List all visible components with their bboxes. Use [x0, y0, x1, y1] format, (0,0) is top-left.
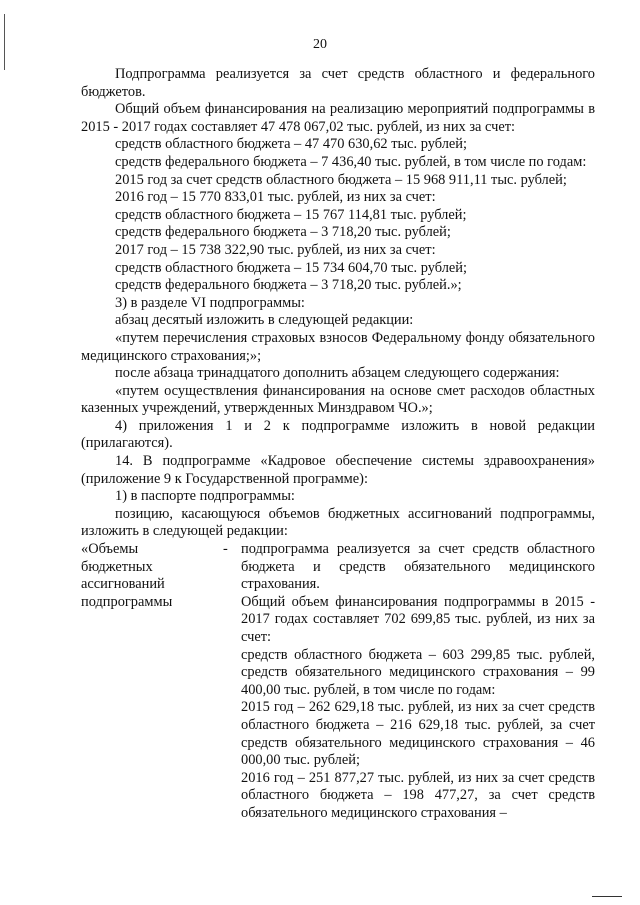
paragraph: после абзаца тринадцатого дополнить абзацем следующего содержания: [115, 365, 560, 382]
paragraph: абзац десятый изложить в следующей редакции: [115, 312, 414, 329]
value-paragraph: 2016 год – 251 877,27 тыс. рублей, из них за счет средств областного бюджета – 198 477,27, за счет средств обязательного медицинского страхования – [241, 769, 595, 821]
document-body [81, 66, 595, 823]
paragraph: средств областного бюджета – 15 734 604,70 тыс. рублей; [115, 259, 467, 276]
paragraph: 3) в разделе VI подпрограммы: [115, 294, 305, 311]
paragraph: 2015 год за счет средств областного бюджета – 15 968 911,11 тыс. рублей; [115, 171, 567, 188]
label-line: «Объемы [81, 541, 139, 558]
passport-table-value [241, 541, 595, 823]
paragraph: Подпрограмма реализуется за счет средств областного и федерального бюджетов. [81, 66, 595, 100]
paragraph: средств федерального бюджета – 7 436,40 тыс. рублей, в том числе по годам: [115, 153, 587, 170]
paragraph: 4) приложения 1 и 2 к подпрограмме изложить в новой редакции (прилагаются). [81, 417, 595, 452]
passport-table-label [81, 541, 223, 823]
paragraph: средств федерального бюджета – 3 718,20 тыс. рублей; [115, 224, 451, 241]
page-number: 20 [313, 37, 327, 52]
bottom-mark [592, 896, 622, 897]
paragraph: 1) в паспорте подпрограммы: [115, 488, 295, 505]
paragraph: средств областного бюджета – 15 767 114,81 тыс. рублей; [115, 206, 467, 223]
value-paragraph: подпрограмма реализуется за счет средств областного бюджета и средств обязательного медицинского страхования. [241, 541, 595, 593]
paragraph: 2017 год – 15 738 322,90 тыс. рублей, из них за счет: [115, 241, 436, 258]
label-line: бюджетных [81, 558, 153, 575]
label-line: ассигнований [81, 576, 165, 593]
paragraph: 2016 год – 15 770 833,01 тыс. рублей, из них за счет: [115, 189, 436, 206]
paragraph: средств областного бюджета – 47 470 630,62 тыс. рублей; [115, 136, 467, 153]
paragraph: средств федерального бюджета – 3 718,20 тыс. рублей.»; [115, 277, 462, 294]
paragraph: 14. В подпрограмме «Кадровое обеспечение системы здравоохранения» (приложение 9 к Государственной программе): [81, 453, 595, 487]
paragraph: Общий объем финансирования на реализацию мероприятий подпрограммы в 2015 - 2017 годах составляет 47 478 067,02 тыс. рублей, из них за счет: [81, 101, 595, 135]
paragraph: «путем осуществления финансирования на основе смет расходов областных казенных учреждений, утвержденных Минздравом ЧО.»; [81, 382, 595, 417]
paragraph: позицию, касающуюся объемов бюджетных ассигнований подпрограммы, изложить в следующей редакции: [81, 505, 595, 540]
value-paragraph: 2015 год – 262 629,18 тыс. рублей, из них за счет средств областного бюджета – 216 629,18 тыс. рублей, за счет средств обязательного медицинского страхования – 46 000,00 тыс. рублей; [241, 699, 595, 769]
value-paragraph: Общий объем финансирования подпрограммы в 2015 - 2017 годах составляет 702 699,85 тыс. рублей, из них за счет: [241, 593, 595, 645]
passport-table [81, 541, 595, 823]
passport-table-dash: - [223, 541, 228, 558]
value-paragraph: средств областного бюджета – 603 299,85 тыс. рублей, средств обязательного медицинского страхования – 99 400,00 тыс. рублей, в том числе по годам: [241, 646, 595, 698]
label-line: подпрограммы [81, 593, 173, 610]
paragraph: «путем перечисления страховых взносов Федеральному фонду обязательного медицинского страхования;»; [81, 329, 595, 364]
